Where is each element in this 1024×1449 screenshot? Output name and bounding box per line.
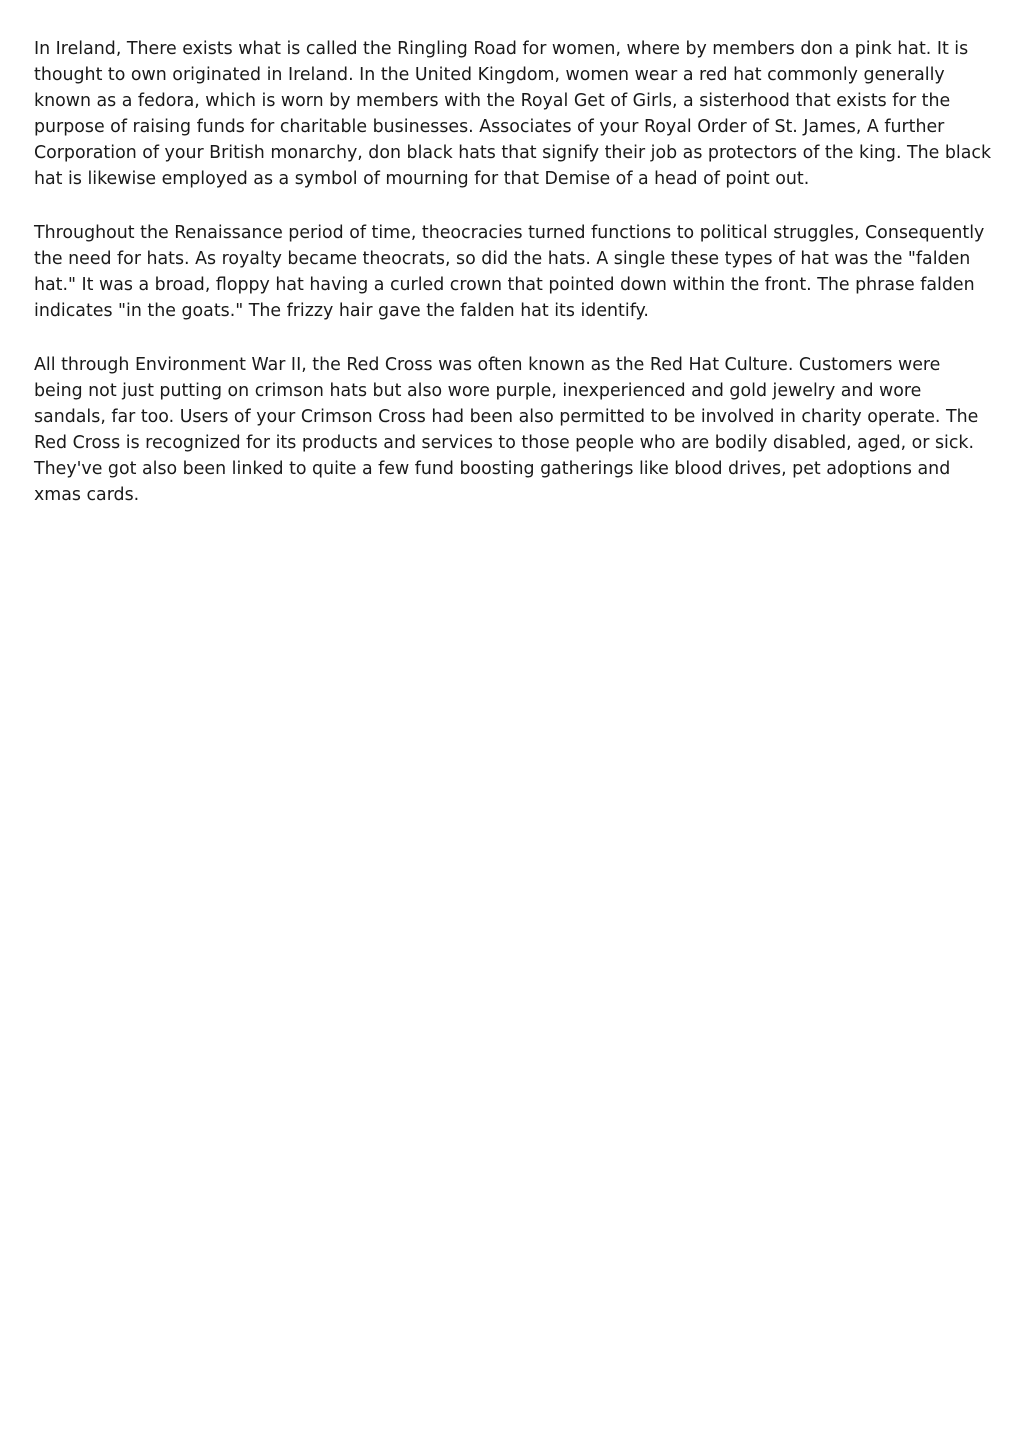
paragraph-2: Throughout the Renaissance period of time, theocracies turned functions to political struggles, Consequently the need for hats. As royalty became theocrats, so did the hats. A single these types of hat was the "falden hat." It was a broad, floppy hat having a curled crown that pointed down within the front. The phrase falden indicates "in the goats." The frizzy hair gave the falden hat its identify. [34, 223, 985, 321]
document-body [34, 36, 994, 536]
paragraph-1: In Ireland, There exists what is called the Ringling Road for women, where by members don a pink hat. It is thought to own originated in Ireland. In the United Kingdom, women wear a red hat commonly generally known as a fedora, which is worn by members with the Royal Get of Girls, a sisterhood that exists for the purpose of raising funds for charitable businesses. Associates of your Royal Order of St. James, A further Corporation of your British monarchy, don black hats that signify their job as protectors of the king. The black hat is likewise employed as a symbol of mourning for that Demise of a head of point out. [34, 39, 992, 189]
paragraph-3: All through Environment War II, the Red Cross was often known as the Red Hat Culture. Customers were being not just putting on crimson hats but also wore purple, inexperienced and gold jewelry and wore sandals, far too. Users of your Crimson Cross had been also permitted to be involved in charity operate. The Red Cross is recognized for its products and services to those people who are bodily disabled, aged, or sick. They've got also been linked to quite a few fund boosting gatherings like blood drives, pet adoptions and xmas cards. [34, 355, 979, 505]
